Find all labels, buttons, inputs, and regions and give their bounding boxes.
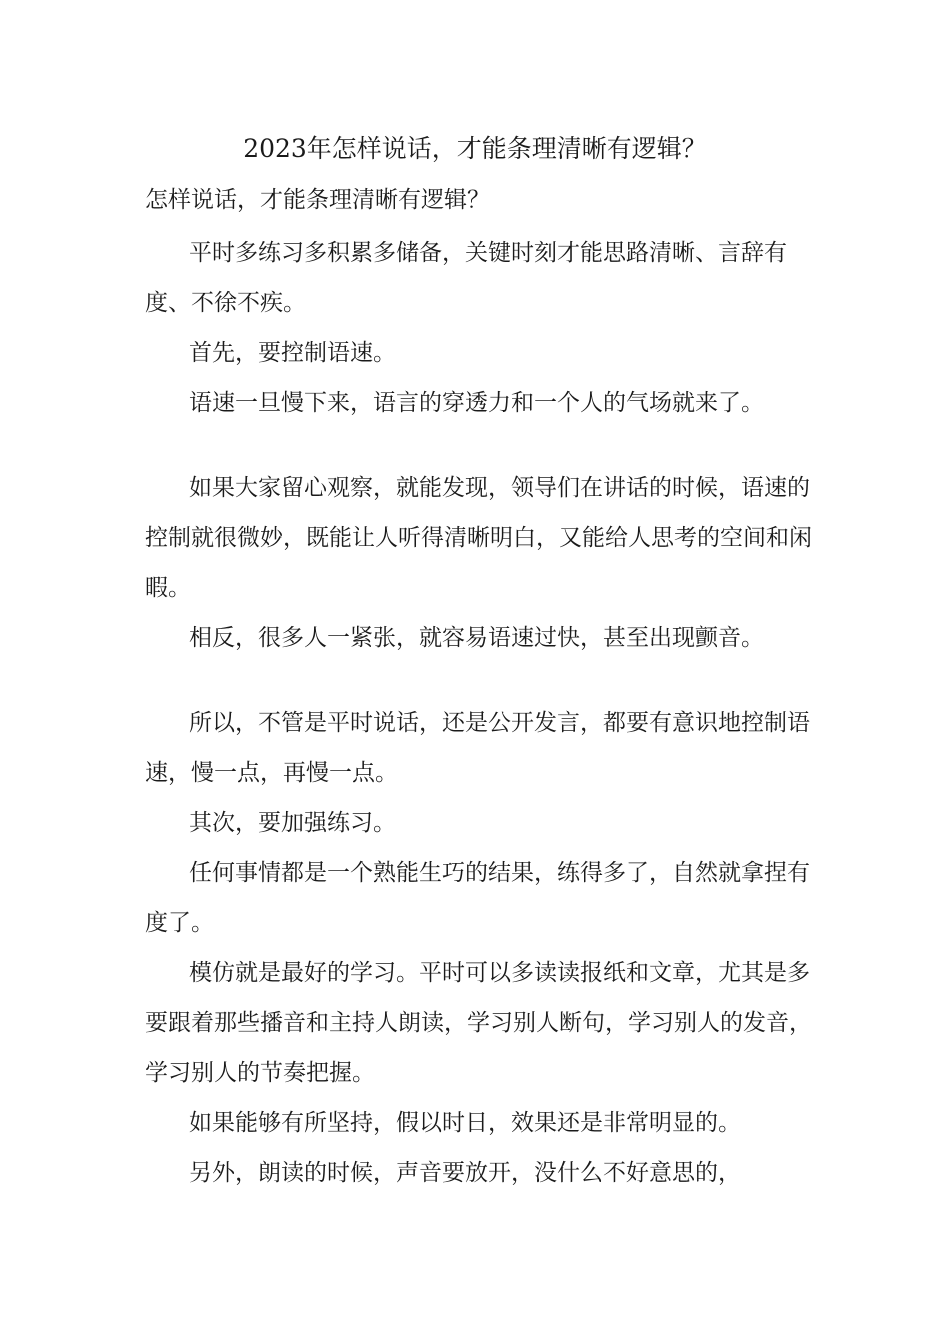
- document-body: [145, 228, 825, 1198]
- paragraph: 平时多练习多积累多储备，关键时刻才能思路清晰、言辞有度、不徐不疾。: [145, 240, 787, 316]
- paragraph: 其次，要加强练习。: [189, 810, 396, 836]
- paragraph: 所以，不管是平时说话，还是公开发言，都要有意识地控制语速，慢一点，再慢一点。: [145, 710, 810, 786]
- paragraph: 任何事情都是一个熟能生巧的结果，练得多了，自然就拿捏有度了。: [145, 860, 810, 936]
- paragraph: 如果能够有所坚持，假以时日，效果还是非常明显的。: [189, 1110, 741, 1136]
- document-title: 2023年怎样说话，才能条理清晰有逻辑？: [243, 134, 707, 163]
- paragraph: 模仿就是最好的学习。平时可以多读读报纸和文章，尤其是多要跟着那些播音和主持人朗读，学习别人断句，学习别人的发音，学习别人的节奏把握。: [145, 960, 812, 1086]
- paragraph: 相反，很多人一紧张，就容易语速过快，甚至出现颤音。: [189, 625, 764, 651]
- paragraph: 语速一旦慢下来，语言的穿透力和一个人的气场就来了。: [189, 390, 764, 416]
- document-subtitle: 怎样说话，才能条理清晰有逻辑？: [145, 187, 490, 213]
- paragraph: 首先，要控制语速。: [189, 340, 396, 366]
- paragraph: 如果大家留心观察，就能发现，领导们在讲话的时候，语速的控制就很微妙，既能让人听得清晰明白，又能给人思考的空间和闲暇。: [145, 475, 812, 601]
- paragraph: 另外，朗读的时候，声音要放开，没什么不好意思的，: [189, 1160, 741, 1186]
